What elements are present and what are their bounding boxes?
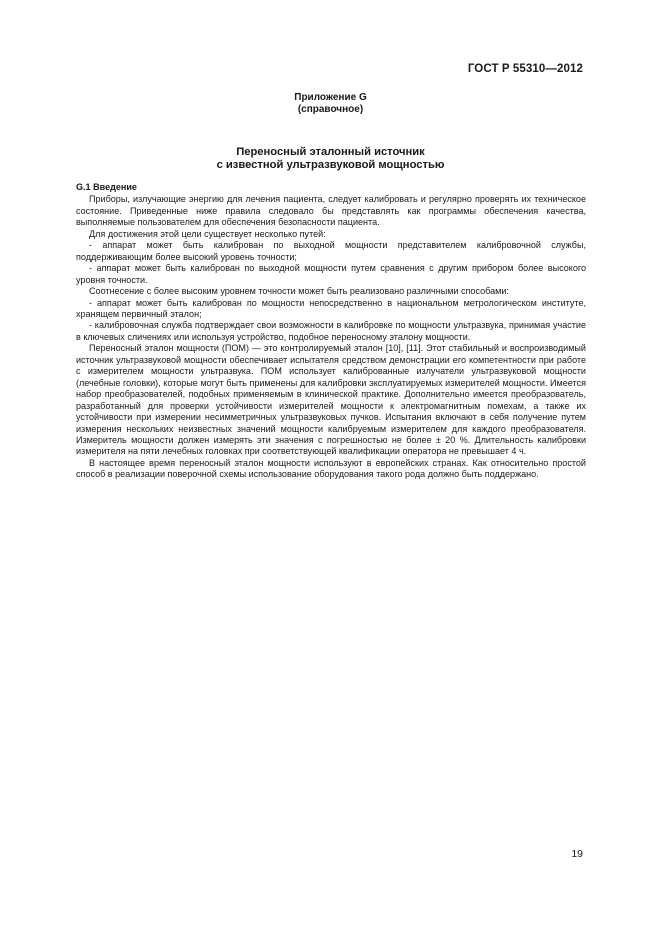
annex-status: (справочное) bbox=[297, 104, 364, 115]
annex-label: Приложение G bbox=[294, 92, 367, 103]
annex-title-line-2: с известной ультразвуковой мощностью bbox=[216, 159, 445, 171]
annex-title bbox=[0, 146, 661, 172]
document-code: ГОСТ Р 55310—2012 bbox=[467, 63, 583, 75]
page-number: 19 bbox=[571, 848, 583, 860]
list-item: - аппарат может быть калиброван по выходной мощности представителем калибровочной службы, поддерживающим более высокий уровень точности; bbox=[76, 240, 586, 262]
section-body bbox=[76, 182, 586, 481]
paragraph: Переносный эталон мощности (ПОМ) — это контролируемый эталон [10], [11]. Этот стабильный и воспроизводимый источник ультразвуковой мощности обеспечивает испытателя средством демонстрации его компетентности при работе с измерителем мощности ультразвука. ПОМ использует калиброванные излучатели ультразвуковой мощности (лечебные головки), которые могут быть применены для калибровки эксплуатируемых измерителей мощности. Имеется набор преобразователей, подобных применяемым в клинической практике. Дополнительно имеется преобразователь, разработанный для проверки устойчивости измерителей мощности к электромагнитным помехам, а также их устойчивости при измерении несимметричных ультразвуковых пучков. Испытания включают в себя получение путем измерения нескольких неизвестных значений мощности калибруемым измерителем для каждого преобразователя. Измеритель мощности должен измерять эти значения с погрешностью не более ± 20 %. Длительность калибровки измерителя на пяти лечебных головках при соответствующей квалификации оператора не превышает 4 ч. bbox=[76, 343, 586, 457]
paragraph: Соотнесение с более высоким уровнем точности может быть реализовано различными способами: bbox=[89, 286, 509, 297]
list-item: - калибровочная служба подтверждает свои возможности в калибровке по мощности ультразвука, принимая участие в ключевых сличениях или используя устройство, подобное переносному эталону мощности. bbox=[76, 320, 586, 342]
paragraph: В настоящее время переносный эталон мощности используют в европейских странах. Как относительно простой способ в реализации поверочной схемы использование оборудования такого рода должно быть поддержано. bbox=[76, 457, 586, 480]
list-item: - аппарат может быть калиброван по мощности непосредственно в национальном метрологическом институте, хранящем первичный эталон; bbox=[76, 297, 586, 319]
paragraph: Приборы, излучающие энергию для лечения пациента, следует калибровать и регулярно проверять их техническое состояние. Приведенные ниже правила следовало бы представлять как программы обеспечения качества, выполняемые пользователем для обеспечения безопасности пациента. bbox=[76, 194, 586, 228]
annex-header bbox=[0, 92, 661, 116]
section-heading: G.1 Введение bbox=[76, 182, 137, 192]
list-item: - аппарат может быть калиброван по выходной мощности путем сравнения с другим прибором более высокого уровня точности. bbox=[76, 263, 586, 285]
paragraph: Для достижения этой цели существует несколько путей: bbox=[89, 228, 326, 239]
annex-title-line-1: Переносный эталонный источник bbox=[236, 146, 425, 158]
